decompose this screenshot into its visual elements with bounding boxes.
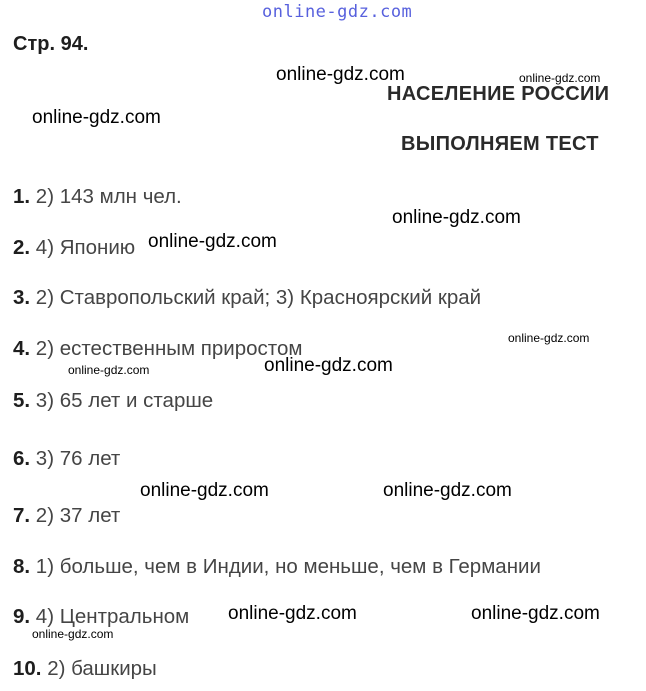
answer-text: 4) Японию: [30, 236, 136, 259]
watermark: online-gdz.com: [471, 603, 600, 624]
answer-number: 8.: [13, 555, 31, 578]
watermark: online-gdz.com: [228, 603, 357, 624]
watermark: online-gdz.com: [32, 107, 161, 128]
watermark-top: online-gdz.com: [262, 2, 413, 22]
answer-text: 4) Центральном: [30, 605, 190, 628]
answer-8: [13, 555, 541, 579]
answer-number: 3.: [13, 286, 31, 309]
answer-text: 3) 65 лет и старше: [30, 389, 214, 412]
answer-text: 2) Ставропольский край; 3) Красноярский край: [30, 286, 482, 309]
answer-text: 2) естественным приростом: [30, 337, 303, 360]
answer-number: 5.: [13, 389, 31, 412]
watermark: online-gdz.com: [392, 207, 521, 228]
page-label: Стр. 94.: [13, 33, 89, 55]
answer-number: 6.: [13, 447, 31, 470]
watermark: online-gdz.com: [383, 480, 512, 501]
watermark: online-gdz.com: [508, 331, 590, 345]
section-title: НАСЕЛЕНИЕ РОССИИ: [387, 83, 610, 105]
watermark: online-gdz.com: [68, 363, 150, 377]
answer-10: [13, 657, 157, 681]
watermark: online-gdz.com: [264, 355, 393, 376]
answer-text: 2) башкиры: [41, 657, 157, 680]
answer-text: 2) 143 млн чел.: [30, 185, 182, 208]
answer-text: 1) больше, чем в Индии, но меньше, чем в Германии: [30, 555, 541, 578]
answer-number: 10.: [13, 657, 42, 680]
watermark: online-gdz.com: [276, 64, 405, 85]
section-subtitle: ВЫПОЛНЯЕМ ТЕСТ: [401, 133, 599, 155]
answer-number: 2.: [13, 236, 31, 259]
answer-number: 1.: [13, 185, 31, 208]
watermark: online-gdz.com: [32, 627, 114, 641]
answer-6: [13, 447, 120, 471]
answer-2: [13, 236, 135, 260]
watermark: online-gdz.com: [519, 71, 601, 85]
answer-number: 9.: [13, 605, 31, 628]
answer-1: [13, 185, 182, 209]
answer-4: [13, 337, 302, 361]
answer-number: 4.: [13, 337, 31, 360]
answer-5: [13, 389, 213, 413]
answer-text: 3) 76 лет: [30, 447, 121, 470]
answer-3: [13, 286, 481, 310]
watermark: online-gdz.com: [140, 480, 269, 501]
answer-7: [13, 504, 120, 528]
answer-9: [13, 605, 189, 629]
answer-number: 7.: [13, 504, 31, 527]
answer-text: 2) 37 лет: [30, 504, 121, 527]
watermark: online-gdz.com: [148, 231, 277, 252]
